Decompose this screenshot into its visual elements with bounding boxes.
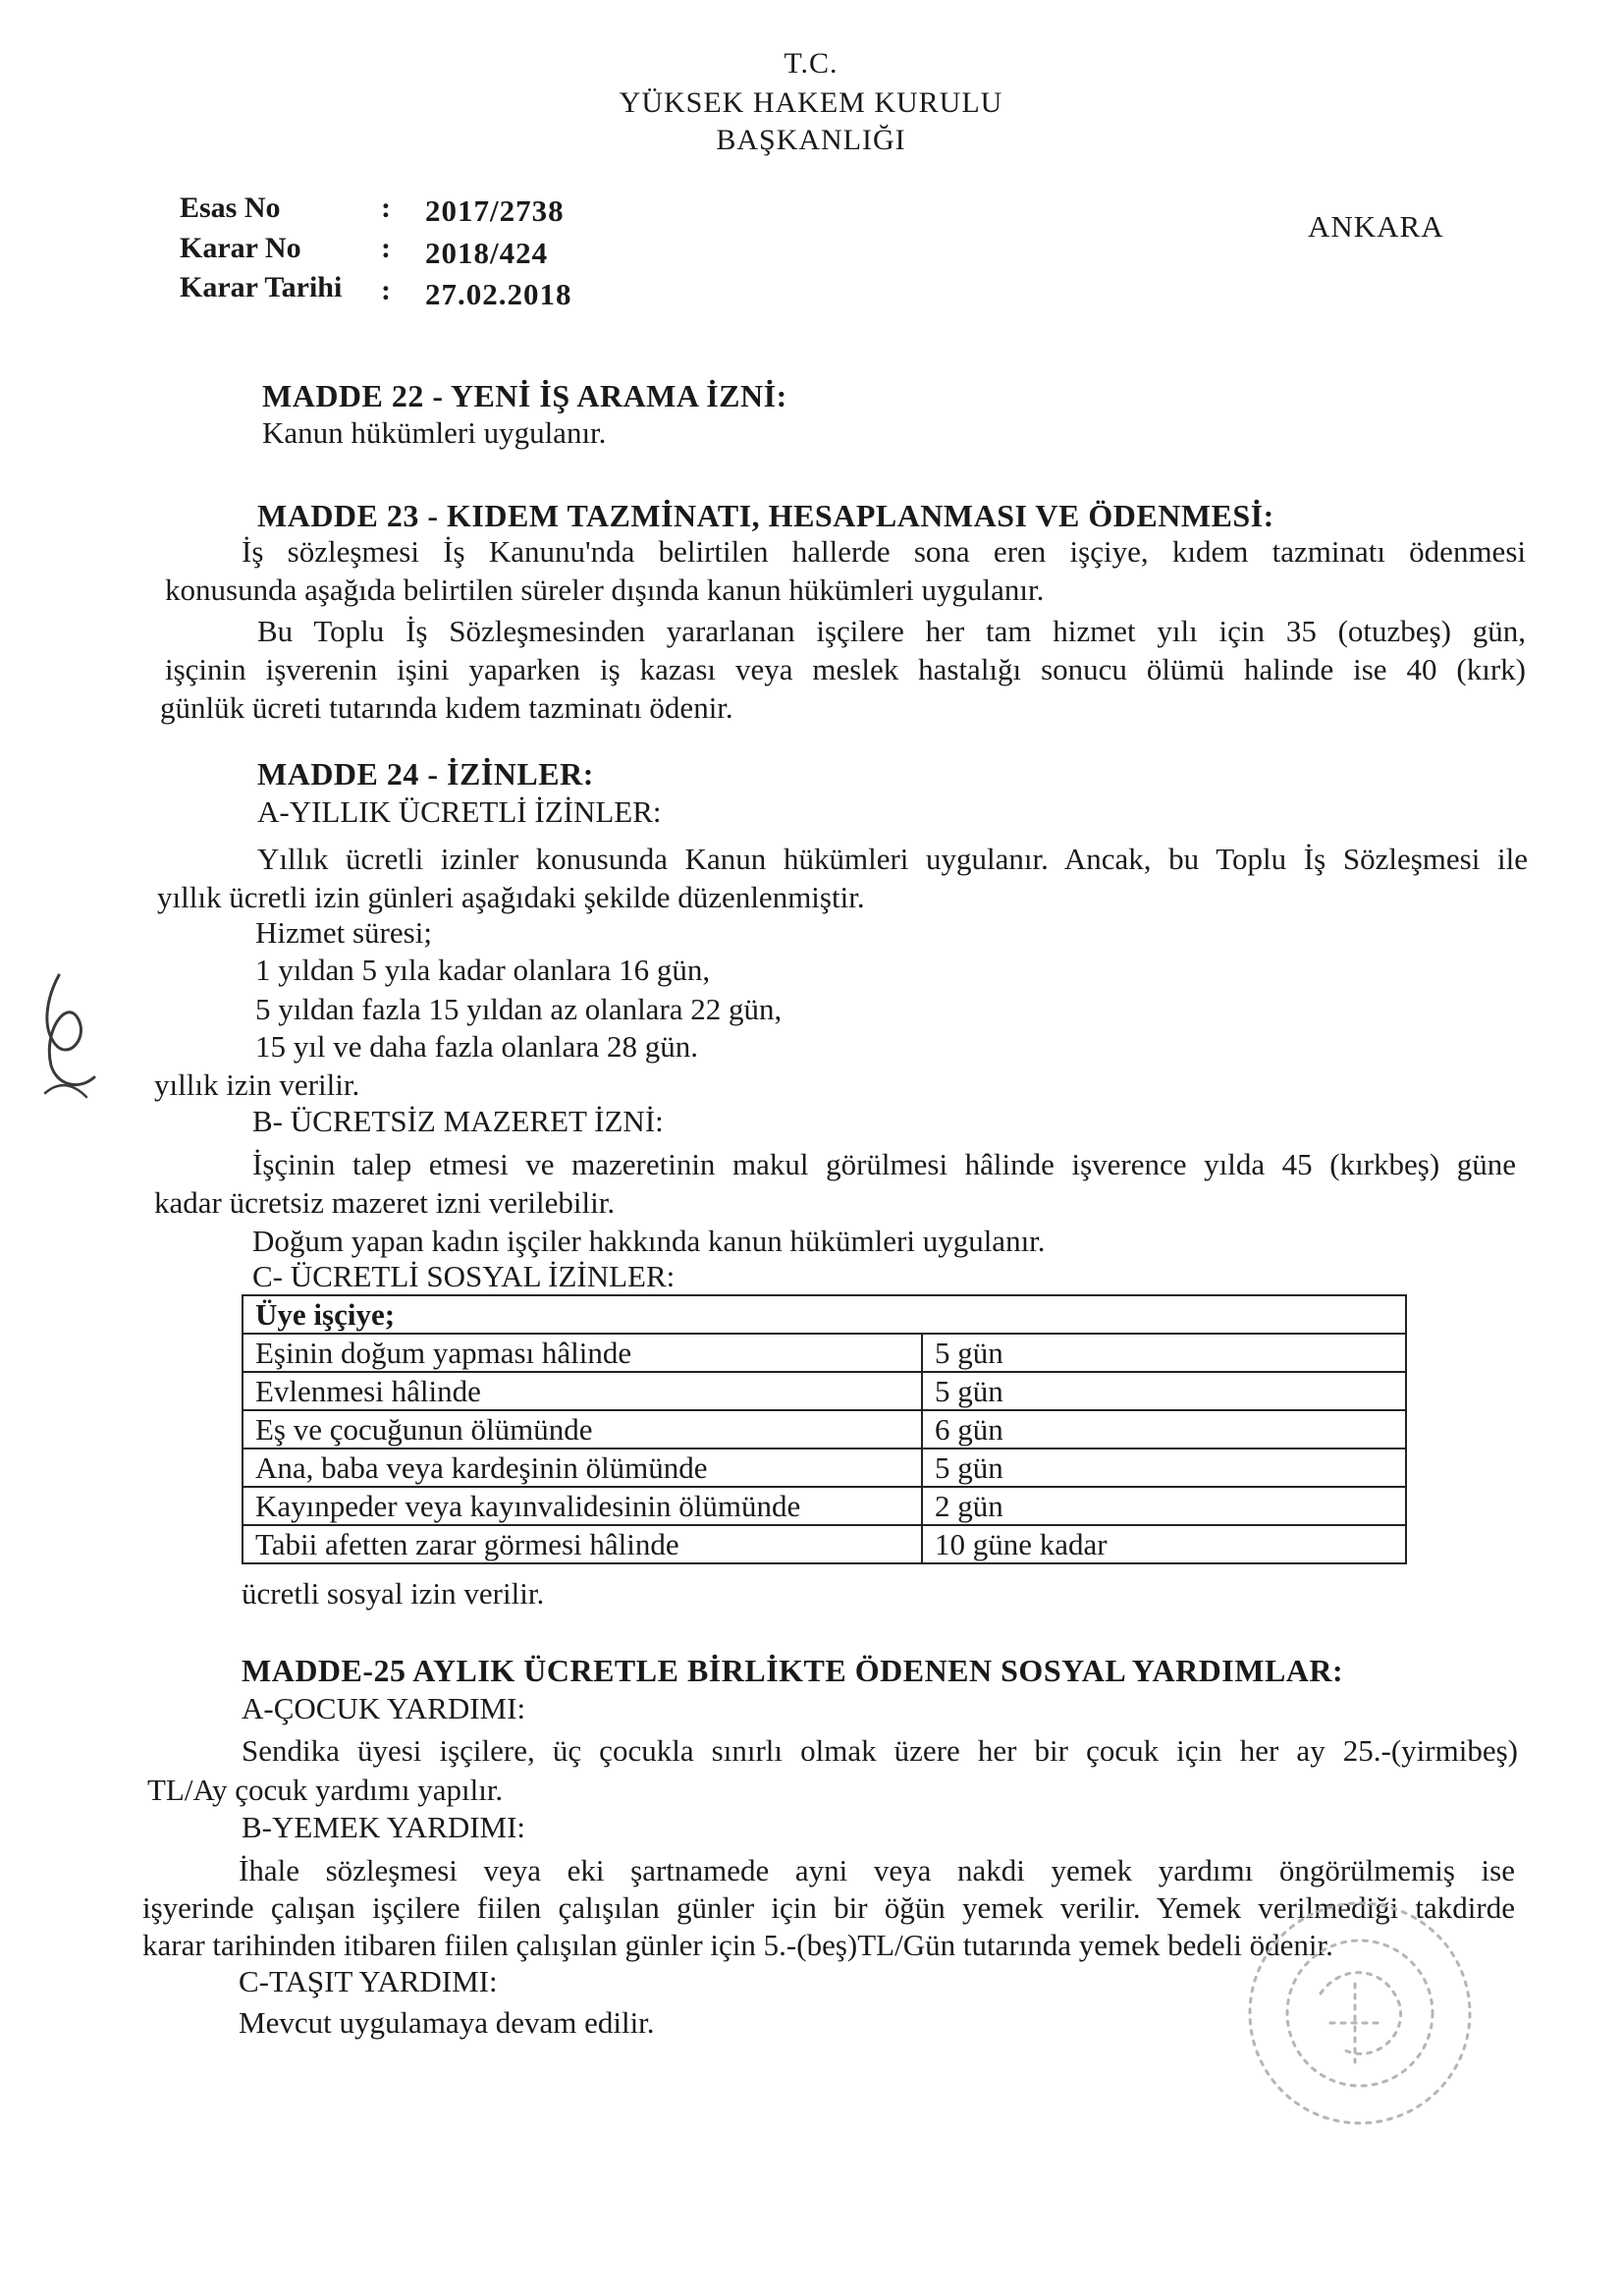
leave-days: 5 gün	[922, 1372, 1406, 1410]
madde23-p2-line2: işçinin işverenin işini yaparken iş kazası veya meslek hastalığı sonucu ölümü halinde ise 40 (kırk)	[165, 652, 1526, 686]
tarih-label: Karar Tarihi	[180, 271, 343, 303]
madde23-p1-line2: konusunda aşağıda belirtilen süreler dışında kanun hükümleri uygulanır.	[165, 573, 1045, 607]
madde24-a-line7: yıllık izin verilir.	[154, 1067, 360, 1102]
madde25-b-title: B-YEMEK YARDIMI:	[242, 1810, 526, 1844]
madde24-a-line4: 1 yıldan 5 yıla kadar olanlara 16 gün,	[255, 953, 711, 987]
madde23-p1-line1: İş sözleşmesi İş Kanunu'nda belirtilen hallerde sona eren işçiye, kıdem tazminatı ödenmesi	[242, 534, 1526, 569]
madde24-b-title: B- ÜCRETSİZ MAZERET İZNİ:	[252, 1104, 664, 1138]
madde25-c-title: C-TAŞIT YARDIMI:	[239, 1964, 498, 1998]
leave-days: 5 gün	[922, 1449, 1406, 1487]
handwritten-paraph	[29, 967, 108, 1105]
leave-reason: Evlenmesi hâlinde	[243, 1372, 922, 1410]
madde24-b-line1: İşçinin talep etmesi ve mazeretinin makul görülmesi hâlinde işverence yılda 45 (kırkbeş) güne	[252, 1147, 1516, 1181]
tarih-colon: :	[381, 274, 391, 306]
table-row	[243, 1449, 1406, 1487]
table-row	[243, 1525, 1406, 1563]
header-presidency: BAŞKANLIĞI	[716, 124, 906, 156]
madde23-p2-line1: Bu Toplu İş Sözleşmesinden yararlanan işçilere her tam hizmet yılı için 35 (otuzbeş) gün,	[257, 614, 1526, 648]
leave-days: 6 gün	[922, 1410, 1406, 1449]
leave-days: 10 güne kadar	[922, 1525, 1406, 1563]
leave-days: 5 gün	[922, 1334, 1406, 1372]
official-stamp	[1222, 1866, 1488, 2160]
karar-value: 2018/424	[425, 236, 549, 270]
table-header-row	[243, 1295, 1406, 1334]
header-institution: YÜKSEK HAKEM KURULU	[619, 86, 1003, 119]
madde22-text: Kanun hükümleri uygulanır.	[262, 415, 607, 450]
karar-label: Karar No	[180, 232, 301, 264]
madde25-c-line1: Mevcut uygulamaya devam edilir.	[239, 2005, 655, 2040]
madde25-b-line2: işyerinde çalışan işçilere fiilen çalışılan günler için bir öğün yemek verilir. Yemek verilmediği takdirde	[142, 1890, 1515, 1925]
karar-colon: :	[381, 232, 391, 264]
madde24-a-line1: Yıllık ücretli izinler konusunda Kanun hükümleri uygulanır. Ancak, bu Toplu İş Sözleşmesi ile	[257, 842, 1528, 876]
madde25-b-line1: İhale sözleşmesi veya eki şartnamede ayni veya nakdi yemek yardımı öngörülmemiş ise	[239, 1853, 1515, 1887]
madde25-b-line3: karar tarihinden itibaren fiilen çalışılan günler için 5.-(beş)TL/Gün tutarında yemek bedeli ödenir.	[142, 1928, 1333, 1962]
esas-colon: :	[381, 191, 391, 224]
leave-reason: Kayınpeder veya kayınvalidesinin ölümünde	[243, 1487, 922, 1525]
madde24-a-line5: 5 yıldan fazla 15 yıldan az olanlara 22 gün,	[255, 992, 783, 1026]
madde25-a-line2: TL/Ay çocuk yardımı yapılır.	[147, 1773, 504, 1807]
madde24-title: MADDE 24 - İZİNLER:	[257, 756, 594, 792]
table-header-cell: Üye işçiye;	[243, 1295, 1406, 1334]
madde23-title: MADDE 23 - KIDEM TAZMİNATI, HESAPLANMASI VE ÖDENMESİ:	[257, 498, 1274, 533]
madde25-a-title: A-ÇOCUK YARDIMI:	[242, 1691, 526, 1725]
madde24-a-line6: 15 yıl ve daha fazla olanlara 28 gün.	[255, 1029, 699, 1064]
madde24-a-title: A-YILLIK ÜCRETLİ İZİNLER:	[257, 794, 662, 829]
table-row	[243, 1487, 1406, 1525]
madde24-b-line3: Doğum yapan kadın işçiler hakkında kanun hükümleri uygulanır.	[252, 1224, 1046, 1258]
leave-reason: Eş ve çocuğunun ölümünde	[243, 1410, 922, 1449]
table-row	[243, 1410, 1406, 1449]
header-tc: T.C.	[784, 47, 839, 80]
madde25-title: MADDE-25 AYLIK ÜCRETLE BİRLİKTE ÖDENEN SOSYAL YARDIMLAR:	[242, 1653, 1344, 1688]
madde24-a-line2: yıllık ücretli izin günleri aşağıdaki şekilde düzenlenmiştir.	[157, 880, 865, 914]
madde24-c-after: ücretli sosyal izin verilir.	[242, 1576, 545, 1611]
madde24-a-line3: Hizmet süresi;	[255, 915, 432, 950]
leave-reason: Tabii afetten zarar görmesi hâlinde	[243, 1525, 922, 1563]
madde23-p2-line3: günlük ücreti tutarında kıdem tazminatı ödenir.	[160, 690, 733, 725]
leave-reason: Eşinin doğum yapması hâlinde	[243, 1334, 922, 1372]
city: ANKARA	[1308, 209, 1444, 244]
table-row	[243, 1334, 1406, 1372]
esas-value: 2017/2738	[425, 193, 565, 228]
social-leave-table	[242, 1294, 1407, 1564]
madde25-a-line1: Sendika üyesi işçilere, üç çocukla sınırlı olmak üzere her bir çocuk için her ay 25.-(yirmibeş)	[242, 1733, 1518, 1768]
madde24-b-line2: kadar ücretsiz mazeret izni verilebilir.	[154, 1185, 616, 1220]
madde24-c-title: C- ÜCRETLİ SOSYAL İZİNLER:	[252, 1259, 676, 1293]
leave-days: 2 gün	[922, 1487, 1406, 1525]
madde22-title: MADDE 22 - YENİ İŞ ARAMA İZNİ:	[262, 378, 787, 413]
tarih-value: 27.02.2018	[425, 277, 572, 311]
esas-label: Esas No	[180, 191, 281, 224]
leave-reason: Ana, baba veya kardeşinin ölümünde	[243, 1449, 922, 1487]
table-row	[243, 1372, 1406, 1410]
